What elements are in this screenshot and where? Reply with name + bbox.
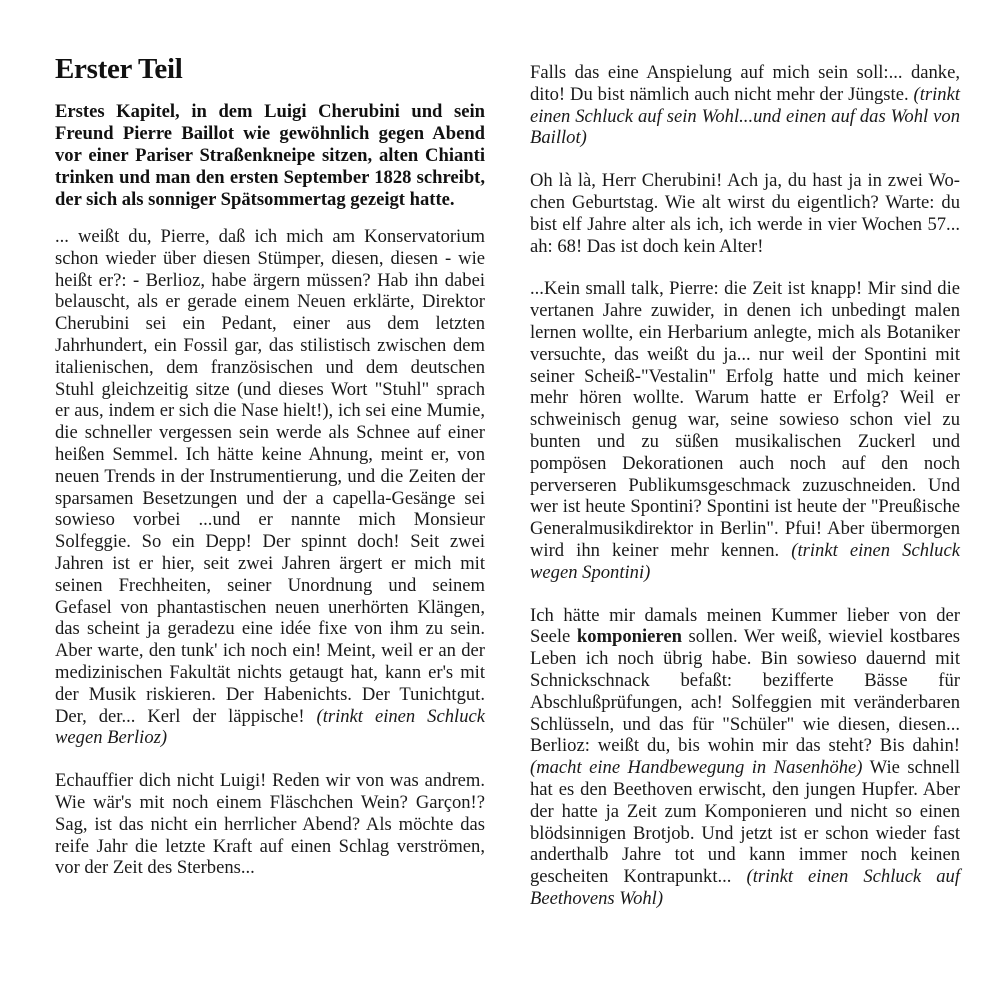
paragraph-text: Ich hätte mir damals meinen Kummer lieber von der Seele [530,604,960,648]
paragraph-text: Wie schnell hat es den Beethoven erwischt, den jungen Hupfer. Aber der hatte ja Zeit zum Komponieren und nicht so einen blödsinnigen Brotjob. Und jetzt ist er schon wieder fast anderthalb Jahre tot und kann immer noch keinen gescheiten Kontrapunkt... [530,757,961,888]
paragraph-text: ...Kein small talk, Pierre: die Zeit ist knapp! Mir sind die vertanen Jahre zuwider, in denen ich unbedingt malen lernen wollte, ein Herbarium anlegte, mich als Botaniker versuchte, das weißt du ja... nur weil der Spontini mit seiner Scheiß-"Vestalin" Erfolg hatte und mich keiner mehr hören wollte. Warum hatte er Erfolg? Weil er schweinisch genug war, seine sowieso schon viel zu bunten und zu süßen musikalischen Zuckerl und pompösen Dekorationen auch noch auf den noch perverseren Publikumsgeschmack zuzuschneiden. Und wer ist heute Spontini? Spontini ist heute der "Preußische Generalmusikdirektor in Berlin". Pfui! Aber übermorgen wird ihn keiner mehr kennen. [530,278,960,561]
paragraph-luigi-beethoven [530,605,960,910]
paragraph-text: ... weißt du, Pierre, daß ich mich am Konservatorium schon wieder über diesen Stümper, diesen, diesen - wie heißt er?: - Berlioz, habe ärgern müssen? Hab ihn dabei belauscht, als er gerade einem Neuen erklärte, Direktor Cherubini sei ein Pedant, einer aus dem letzten Jahrhundert, ein Fossil gar, das stilistisch zwischen dem italienischen, dem französischen und dem deutschen Stuhl gleichzeitig sitze (und dieses Wort "Stuhl" sprach er aus, indem er sich die Nase hielt!), ich sei eine Mumie, die schneller vergessen sein werde als Schnee auf einer heißen Semmel. Ich hätte keine Ahnung, meint er, von neuen Trends in der Instrumentierung, und die Zeiten der sparsamen Besetzungen und der a capella-Gesänge sei sowieso vorbei ...und er nannte mich Monsieur Solfeggie. So ein Depp! Der spinnt doch! Seit zwei Jahren ist er hier, seit zwei Jahren ärgert er mich mit seinen Frechheiten, seiner Unordnung und seinem Gefasel von phantastischen neuen unerhörten Klängen, das scheint ja geradezu eine idée fixe von ihm zu sein. Aber warte, den tunk' ich noch ein! Meint, weil er an der medizinischen Fakultät nichts getaugt hat, kann er's mit der Musik riskieren. Der Habenichts. Der Tunichtgut. Der, der... Kerl der läppische! [55,226,485,727]
emphasized-word: komponieren [576,626,682,648]
stage-direction: (macht eine Handbewegung in Nasenhöhe) [530,757,863,779]
stage-direction: (trinkt einen Schluck wegen Berlioz) [55,705,485,749]
paragraph-pierre-echauffier [55,770,485,879]
left-column [55,52,485,900]
right-column [530,62,960,931]
paragraph-text: sollen. Wer weiß, wieviel kostbares Leben ich noch übrig habe. Bin sowieso dauernd mit Schnickschnack befaßt: bezifferte Bässe für Abschlußprüfungen, ach! Solfeggien mit veränderbaren Schlüsseln, und das für "Schüler" wie diesen, diesen... Berlioz: weißt du, bis wohin mir das steht? Bis dahin! [530,626,960,757]
stage-direction: (trinkt einen Schluck wegen Spontini) [530,539,960,583]
paragraph-text: Falls das eine Anspielung auf mich sein soll:... danke, dito! Du bist nämlich auch nicht mehr der Jüngste. [530,62,960,105]
part-title: Erster Teil [55,53,183,85]
paragraph-luigi-anspielung [530,62,960,149]
paragraph-text: Echauffier dich nicht Luigi! Reden wir von was andrem. Wie wär's mit noch einem Fläschchen Wein? Garçon!? Sag, ist das nicht ein herrlicher Abend? Als möchte das reife Jahr die letzte Kraft auf einen Schlag verströmen, vor der Zeit des Sterbens... [55,770,485,879]
paragraph-luigi-spontini [530,278,960,583]
paragraph-luigi-berlioz [55,226,485,749]
chapter-intro: Erstes Kapitel, in dem Luigi Cherubini und sein Freund Pierre Baillot wie gewöhnlich gegen Abend vor einer Pariser Straßenkneipe sitzen, alten Chianti trinken und man den ersten September 1828 schreibt, der sich als sonniger Spätsommertag gezeigt hatte. [55,101,485,210]
paragraph-text: Oh là là, Herr Cherubini! Ach ja, du hast ja in zwei Wochen Geburtstag. Wie alt wirst du eigentlich? Warte: du bist elf Jahre alter als ich, ich werde in vier Wochen 57... ah: 68! Das ist doch kein Alter! [530,170,960,257]
stage-direction: (trinkt einen Schluck auf Beethovens Wohl) [530,866,960,909]
paragraph-pierre-geburtstag [530,170,960,257]
stage-direction: (trinkt einen Schluck auf sein Wohl...und einen auf das Wohl von Baillot) [530,83,960,149]
